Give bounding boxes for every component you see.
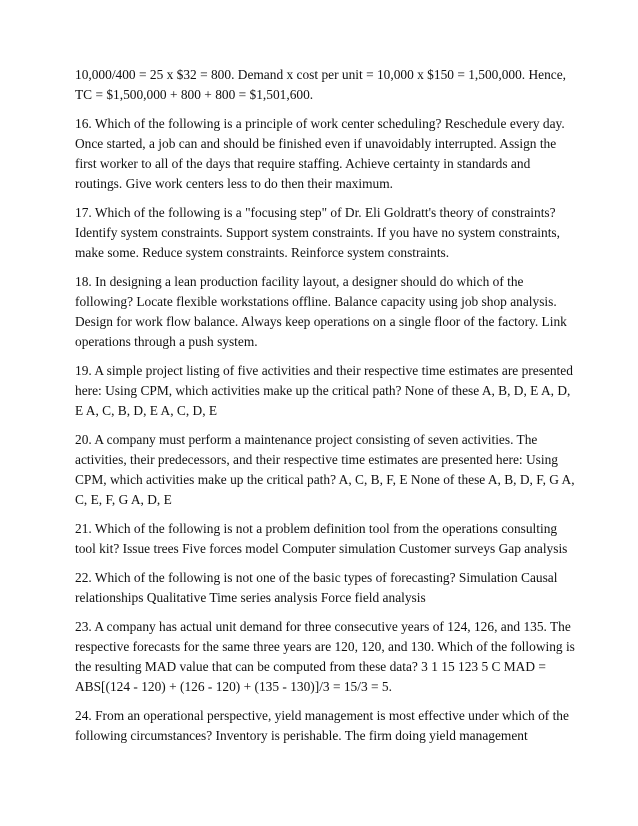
question-19: 19. A simple project listing of five activities and their respective time estimates are presented here: Using CPM, which activities make up the critical path? None of these A, B, D, E A, D, E A, C, B, D, E A, C, D, E bbox=[75, 363, 573, 418]
question-20: 20. A company must perform a maintenance project consisting of seven activities. The activities, their predecessors, and their respective time estimates are presented here: Using CPM, which activities make up the critical path? A, C, B, F, E None of these A, B, D, F, G A, C, E, F, G A, D, E bbox=[75, 432, 575, 507]
question-17: 17. Which of the following is a "focusing step" of Dr. Eli Goldratt's theory of constraints? Identify system constraints. Support system constraints. If you have no system constraints, make some. Reduce system constraints. Reinforce system constraints. bbox=[75, 205, 560, 260]
question-23: 23. A company has actual unit demand for three consecutive years of 124, 126, and 135. The respective forecasts for the same three years are 120, 120, and 130. Which of the following is the resulting MAD value that can be computed from these data? 3 1 15 123 5 C MAD = ABS[(124 - 120) + (126 - 120) + (135 - 130)]/3 = 15/3 = 5. bbox=[75, 619, 575, 694]
question-16: 16. Which of the following is a principle of work center scheduling? Reschedule every day. Once started, a job can and should be finished even if unavoidably interrupted. Assign the first worker to all of the days that require staffing. Achieve certainty in standards and routings. Give work centers less to do then their maximum. bbox=[75, 116, 565, 191]
document-body bbox=[75, 65, 575, 755]
question-24: 24. From an operational perspective, yield management is most effective under which of the following circumstances? Inventory is perishable. The firm doing yield management bbox=[75, 708, 569, 743]
question-21: 21. Which of the following is not a problem definition tool from the operations consulting tool kit? Issue trees Five forces model Computer simulation Customer surveys Gap analysis bbox=[75, 521, 568, 556]
paragraph-tc-calculation: 10,000/400 = 25 x $32 = 800. Demand x cost per unit = 10,000 x $150 = 1,500,000. Hence, TC = $1,500,000 + 800 + 800 = $1,501,600. bbox=[75, 67, 567, 102]
question-22: 22. Which of the following is not one of the basic types of forecasting? Simulation Causal relationships Qualitative Time series analysis Force field analysis bbox=[75, 570, 558, 605]
question-18: 18. In designing a lean production facility layout, a designer should do which of the following? Locate flexible workstations offline. Balance capacity using job shop analysis. Design for work flow balance. Always keep operations on a single floor of the factory. Link operations through a push system. bbox=[75, 274, 567, 349]
